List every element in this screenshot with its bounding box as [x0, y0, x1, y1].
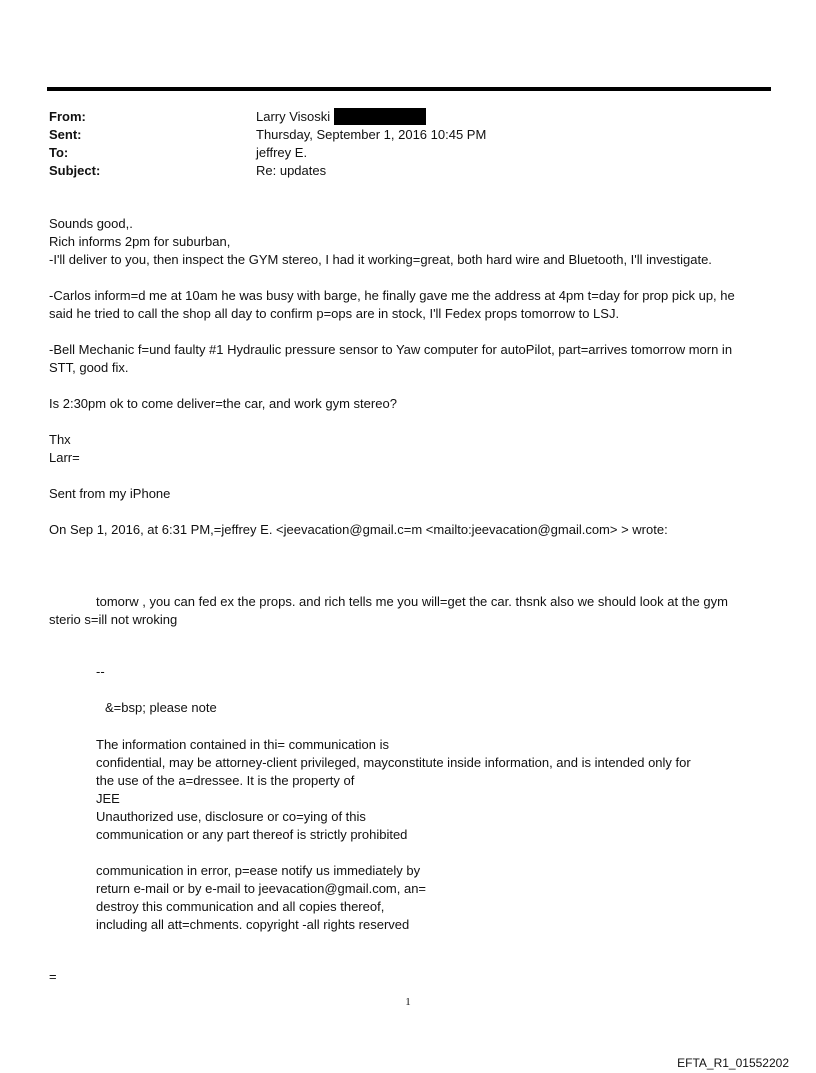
- quoted-line: sterio s=ill not wroking: [49, 612, 178, 627]
- from-name: Larry Visoski: [256, 109, 331, 124]
- trailing-equals: =: [49, 969, 57, 984]
- from-value: [256, 108, 749, 126]
- body-line: -Bell Mechanic f=und faulty #1 Hydraulic pressure sensor to Yaw computer for autoPilot, part=arrives tomorrow morn in: [49, 342, 733, 357]
- disclaimer-line: the use of the a=dressee. It is the property of: [96, 773, 355, 788]
- to-row: [49, 144, 749, 162]
- disclaimer-line: including all att=chments. copyright -all rights reserved: [96, 917, 410, 932]
- disclaimer-line: The information contained in thi= communication is: [96, 737, 390, 752]
- disclaimer-line: communication or any part thereof is strictly prohibited: [96, 827, 408, 842]
- body-line: Thx: [49, 432, 71, 447]
- to-label: To:: [49, 145, 69, 160]
- disclaimer-line: JEE: [96, 791, 120, 806]
- body-line: Rich informs 2pm for suburban,: [49, 234, 231, 249]
- body-line: -Carlos inform=d me at 10am he was busy with barge, he finally gave me the address at 4pm t=day for prop pick up, he: [49, 288, 735, 303]
- to-value: jeffrey E.: [256, 145, 308, 160]
- disclaimer-heading: &=bsp; please note: [105, 700, 217, 715]
- disclaimer-line: communication in error, p=ease notify us immediately by: [96, 863, 421, 878]
- sent-value: Thursday, September 1, 2016 10:45 PM: [256, 127, 487, 142]
- disclaimer-line: return e-mail or by e-mail to jeevacation@gmail.com, an=: [96, 881, 427, 896]
- header-rule: [47, 87, 771, 91]
- body-line: said he tried to call the shop all day to confirm p=ops are in stock, I'll Fedex props tomorrow to LSJ.: [49, 306, 620, 321]
- body-line: -I'll deliver to you, then inspect the GYM stereo, I had it working=great, both hard wire and Bluetooth, I'll investigate.: [49, 252, 712, 267]
- disclaimer-line: confidential, may be attorney-client privileged, mayconstitute inside information, and is intended only for: [96, 755, 691, 770]
- quote-attribution: On Sep 1, 2016, at 6:31 PM,=jeffrey E. <jeevacation@gmail.c=m <mailto:jeevacation@gmail.com> > wrote:: [49, 522, 668, 537]
- from-label: From:: [49, 109, 86, 124]
- sent-row: [49, 126, 749, 144]
- body-line: Is 2:30pm ok to come deliver=the car, and work gym stereo?: [49, 396, 397, 411]
- bates-number: EFTA_R1_01552202: [677, 1056, 789, 1070]
- body-line: Larr=: [49, 450, 80, 465]
- sent-label: Sent:: [49, 127, 82, 142]
- body-line: STT, good fix.: [49, 360, 129, 375]
- disclaimer-line: destroy this communication and all copies thereof,: [96, 899, 385, 914]
- body-line: Sounds good,.: [49, 216, 133, 231]
- disclaimer-line: Unauthorized use, disclosure or co=ying of this: [96, 809, 366, 824]
- subject-row: [49, 162, 749, 180]
- email-header: [49, 108, 749, 180]
- redaction-box: [334, 108, 426, 125]
- signature-separator: --: [96, 664, 105, 679]
- subject-value: Re: updates: [256, 163, 327, 178]
- from-row: [49, 108, 749, 126]
- quoted-line: tomorw , you can fed ex the props. and rich tells me you will=get the car. thsnk also we should look at the gym: [96, 594, 728, 609]
- subject-label: Subject:: [49, 163, 101, 178]
- body-line: Sent from my iPhone: [49, 486, 171, 501]
- page-number: 1: [405, 996, 411, 1008]
